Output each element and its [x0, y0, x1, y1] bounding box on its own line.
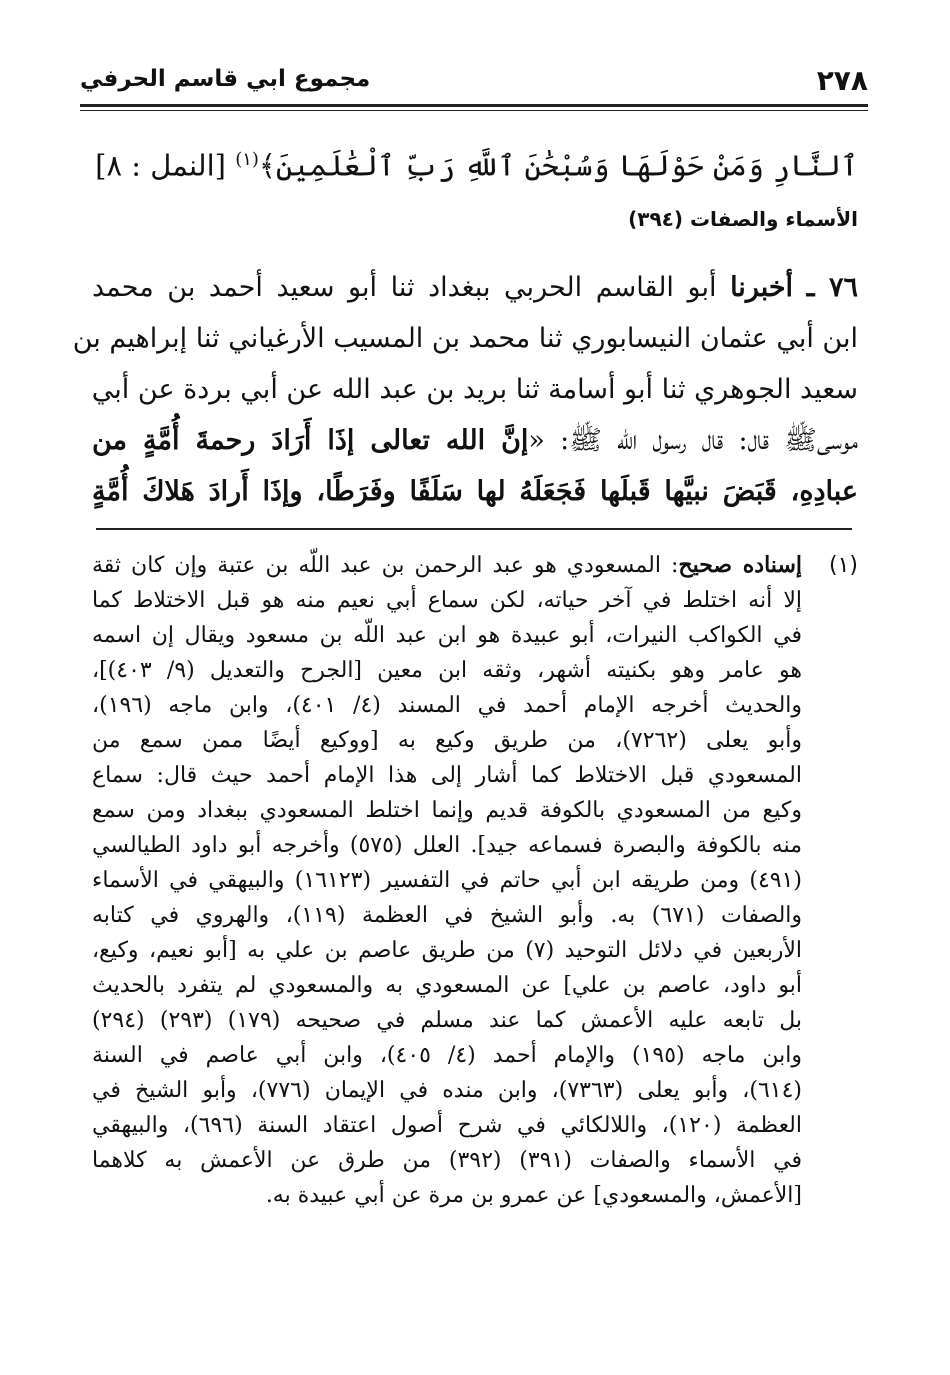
footnote-line: هو عامر وهو بكنيته أشهر، وثقه ابن معين [الجرح والتعديل (٩/ ٤٠٣)]،: [92, 658, 802, 683]
hadith-line-1: أبو القاسم الحربي ببغداد ثنا أبو سعيد أحمد بن محمد: [92, 272, 717, 303]
quran-verse-line: [92, 140, 858, 186]
footnote-separator: [96, 528, 852, 530]
hadith-opening: أخبرنا: [730, 272, 794, 303]
page-number: ٢٧٨: [816, 64, 868, 97]
hadith-line-5: عبادِهِ، قَبَضَ نبيَّها قَبلَها فَجَعَلَهُ لها سَلَفًا وفَرَطًا، وإذَا أَرادَ هَلاكَ أُمَّةٍ: [92, 476, 859, 507]
footnote-marker: (١): [235, 149, 259, 170]
footnote-line: أبو داود، عاصم بن علي] عن المسعودي به والمسعودي لم يتفرد بالحديث: [92, 973, 802, 998]
footnote-line: في الأسماء والصفات (٣٩١) (٣٩٢) من طرق عن الأعمش به كلاهما: [92, 1148, 802, 1173]
footnote-line: المسعودي قبل الاختلاط كما أشار إلى هذا الإمام أحمد حيث قال: سماع: [92, 763, 802, 788]
hadith-line: [92, 262, 858, 313]
hadith-text: [72, 262, 859, 517]
footnote-line-text: : المسعودي هو عبد الرحمن بن عبد اللّه بن عتبة وإن كان ثقة: [92, 553, 679, 578]
footnote-line: والحديث أخرجه الإمام أحمد في المسند (٤/ ٤٠١)، وابن ماجه (١٩٦)،: [92, 693, 803, 718]
footnote-line: والصفات (٦٧١) به. وأبو الشيخ في العظمة (١١٩)، والهروي في كتابه: [92, 903, 803, 928]
footnote-line: (٤٩١) ومن طريقه ابن أبي حاتم في التفسير (١٦١٢٣) والبيهقي في الأسماء: [92, 868, 802, 893]
footnote-line: منه بالكوفة والبصرة فسماعه جيد]. العلل (٥٧٥) وأخرجه أبو داود الطيالسي: [92, 833, 802, 858]
footnote-body: [92, 548, 802, 1213]
hadith-line-3: سعيد الجوهري ثنا أبو أسامة ثنا بريد بن عبد الله عن أبي بردة عن أبي: [91, 374, 858, 405]
section-heading: الأسماء والصفات (٣٩٤): [628, 207, 858, 231]
footnote-line: في الكواكب النيرات، أبو عبيدة هو ابن عبد اللّه بن مسعود ويقال إن اسمه: [92, 623, 802, 648]
footnote-line: العظمة (١٢٠)، واللالكائي في شرح أصول اعتقاد السنة (٦٩٦)، والبيهقي: [92, 1113, 802, 1138]
footnote-line: وكيع من المسعودي بالكوفة قديم وإنما اختلط المسعودي ببغداد ومن سمع: [92, 798, 802, 823]
footnote-line: [الأعمش، والمسعودي] عن عمرو بن مرة عن أبي عبيدة به.: [265, 1183, 802, 1208]
footnote-line: بل تابعه عليه الأعمش كما عند مسلم في صحيحه (١٧٩) (٢٩٣) (٢٩٤): [92, 1008, 802, 1033]
header-rule: [80, 104, 868, 111]
footnote-lead: إسناده صحيح: [678, 552, 802, 578]
footnote-line: وابن ماجه (١٩٥) والإمام أحمد (٤/ ٤٠٥)، وابن أبي عاصم في السنة: [92, 1043, 803, 1068]
verse-reference: [النمل : ٨]: [95, 148, 226, 183]
hadith-line-4-bold: إنَّ الله تعالى إذَا أَرَادَ رحمةَ أُمَّةٍ من: [92, 425, 529, 456]
footnote-line: وأبو يعلى (٧٢٦٢)، من طريق وكيع به [ووكيع أيضًا ممن سمع من: [92, 728, 802, 753]
footnote-line: الأربعين في دلائل التوحيد (٧) من طريق عاصم بن علي به [أبو نعيم، وكيع،: [92, 938, 802, 963]
verse-text: ٱلنَّارِ وَمَنْ حَوْلَهَا وَسُبْحَٰنَ ٱللَّهِ رَبِّ ٱلْعَٰلَمِينَ﴾: [258, 148, 858, 183]
footnote-line: إلا أنه اختلط في آخر حياته، لكن سماع أبي نعيم منه هو قبل الاختلاط كما: [92, 588, 802, 613]
book-title: مجموع ابي قاسم الحرفي: [80, 66, 371, 92]
footnote-line: (٦١٤)، وأبو يعلى (٧٣٦٣)، وابن منده في الإيمان (٧٧٦)، وأبو الشيخ في: [92, 1078, 802, 1103]
hadith-line-4-plain: موسىﷺ قال: قال رسول الله ﷺ: «: [528, 425, 858, 456]
hadith-line-2: ابن أبي عثمان النيسابوري ثنا محمد بن المسيب الأرغياني ثنا إبراهيم بن: [72, 323, 858, 354]
footnote: [92, 548, 858, 1213]
hadith-number: ٧٦ ـ: [806, 272, 858, 303]
page-header: [80, 56, 868, 106]
hadith-line: [92, 415, 858, 466]
footnote-line: [92, 548, 802, 583]
footnote-number: (١): [828, 553, 858, 578]
